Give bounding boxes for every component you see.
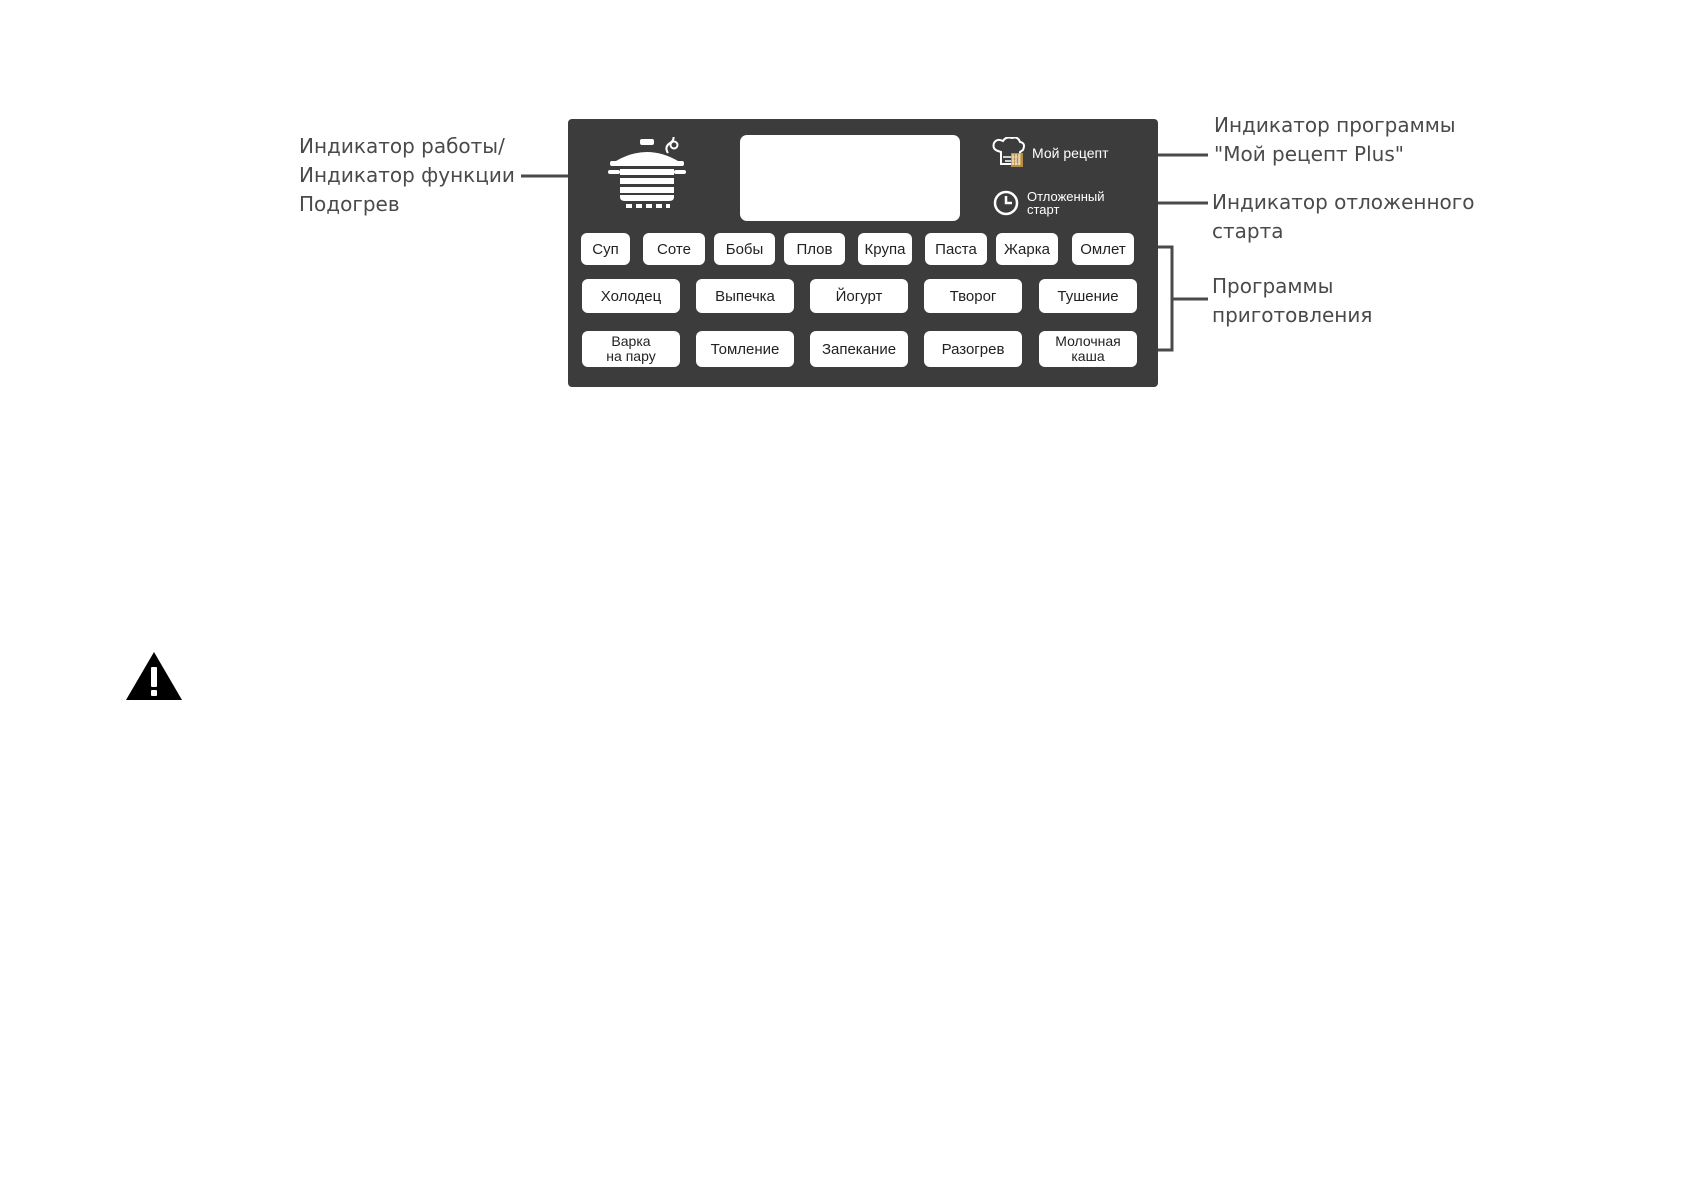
callout-line: Индикатор функции [299, 163, 515, 187]
display-screen [740, 135, 960, 221]
program-button-reheat[interactable]: Разогрев [924, 331, 1022, 367]
control-panel [568, 119, 1158, 387]
program-button-soup[interactable]: Суп [581, 233, 630, 265]
callout-line: "Мой рецепт Plus" [1214, 142, 1404, 166]
program-button-steam[interactable]: Варка на пару [582, 331, 680, 367]
program-button-beans[interactable]: Бобы [714, 233, 775, 265]
program-button-stewing[interactable]: Тушение [1039, 279, 1137, 313]
program-button-yogurt[interactable]: Йогурт [810, 279, 908, 313]
program-button-frying[interactable]: Жарка [996, 233, 1058, 265]
program-button-pilaf[interactable]: Плов [784, 233, 845, 265]
callout-line: Программы [1212, 274, 1334, 298]
program-button-simmering[interactable]: Томление [696, 331, 794, 367]
callout-line: приготовления [1212, 303, 1373, 327]
program-button-omelette[interactable]: Омлет [1072, 233, 1134, 265]
program-button-grain[interactable]: Крупа [858, 233, 912, 265]
my-recipe-indicator [992, 137, 1109, 169]
warning-icon [125, 650, 183, 702]
clock-icon [992, 188, 1022, 218]
program-button-cottage-cheese[interactable]: Творог [924, 279, 1022, 313]
program-button-pasta[interactable]: Паста [925, 233, 987, 265]
delayed-start-label-line2: старт [1027, 202, 1060, 217]
delayed-start-label-line1: Отложенный [1027, 189, 1105, 204]
program-button-aspic[interactable]: Холодец [582, 279, 680, 313]
chef-hat-icon [992, 137, 1026, 169]
my-recipe-label: Мой рецепт [1032, 145, 1109, 161]
callout-line: Индикатор программы [1214, 113, 1456, 137]
program-button-baking[interactable]: Выпечка [696, 279, 794, 313]
callout-line: Подогрев [299, 192, 400, 216]
delayed-start-indicator [992, 188, 1105, 218]
program-button-casserole[interactable]: Запекание [810, 331, 908, 367]
callout-line: старта [1212, 219, 1284, 243]
program-button-saute[interactable]: Соте [643, 233, 705, 265]
program-button-milk-porridge[interactable]: Молочная каша [1039, 331, 1137, 367]
pot-with-steam-icon [606, 137, 688, 211]
callout-line: Индикатор работы/ [299, 134, 505, 158]
callout-line: Индикатор отложенного [1212, 190, 1475, 214]
